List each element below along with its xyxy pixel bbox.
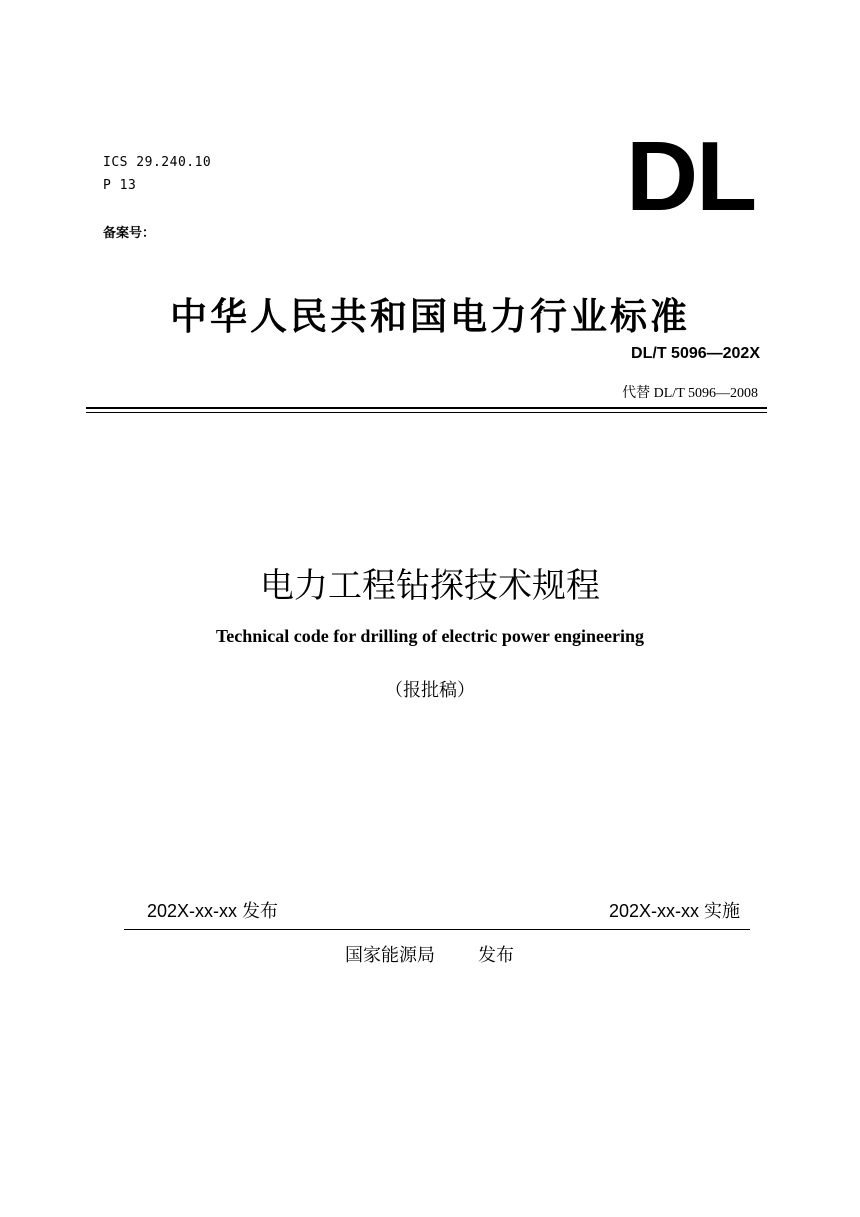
ics-number: ICS 29.240.10	[103, 155, 212, 170]
header-rule-thin	[86, 412, 767, 413]
classification-code: P 13	[103, 178, 137, 193]
standard-title: 中华人民共和国电力行业标准	[170, 296, 690, 337]
draft-status: （报批稿）	[385, 680, 475, 700]
filing-number-label: 备案号：	[103, 225, 156, 240]
header-rule-thick	[86, 407, 767, 409]
dl-logo: DL	[626, 121, 756, 231]
standard-code: DL/T 5096—202X	[631, 345, 760, 362]
issue-word: 发布	[478, 945, 514, 965]
document-title-en: Technical code for drilling of electric power engineering	[215, 626, 645, 646]
document-title-cn: 电力工程钻探技术规程	[260, 567, 600, 605]
footer-rule	[124, 929, 750, 930]
replaces-note: 代替 DL/T 5096—2008	[622, 386, 758, 401]
publish-date: 202X-xx-xx 发布	[147, 901, 279, 921]
issuer: 国家能源局	[345, 945, 435, 965]
implement-date: 202X-xx-xx 实施	[608, 901, 740, 921]
